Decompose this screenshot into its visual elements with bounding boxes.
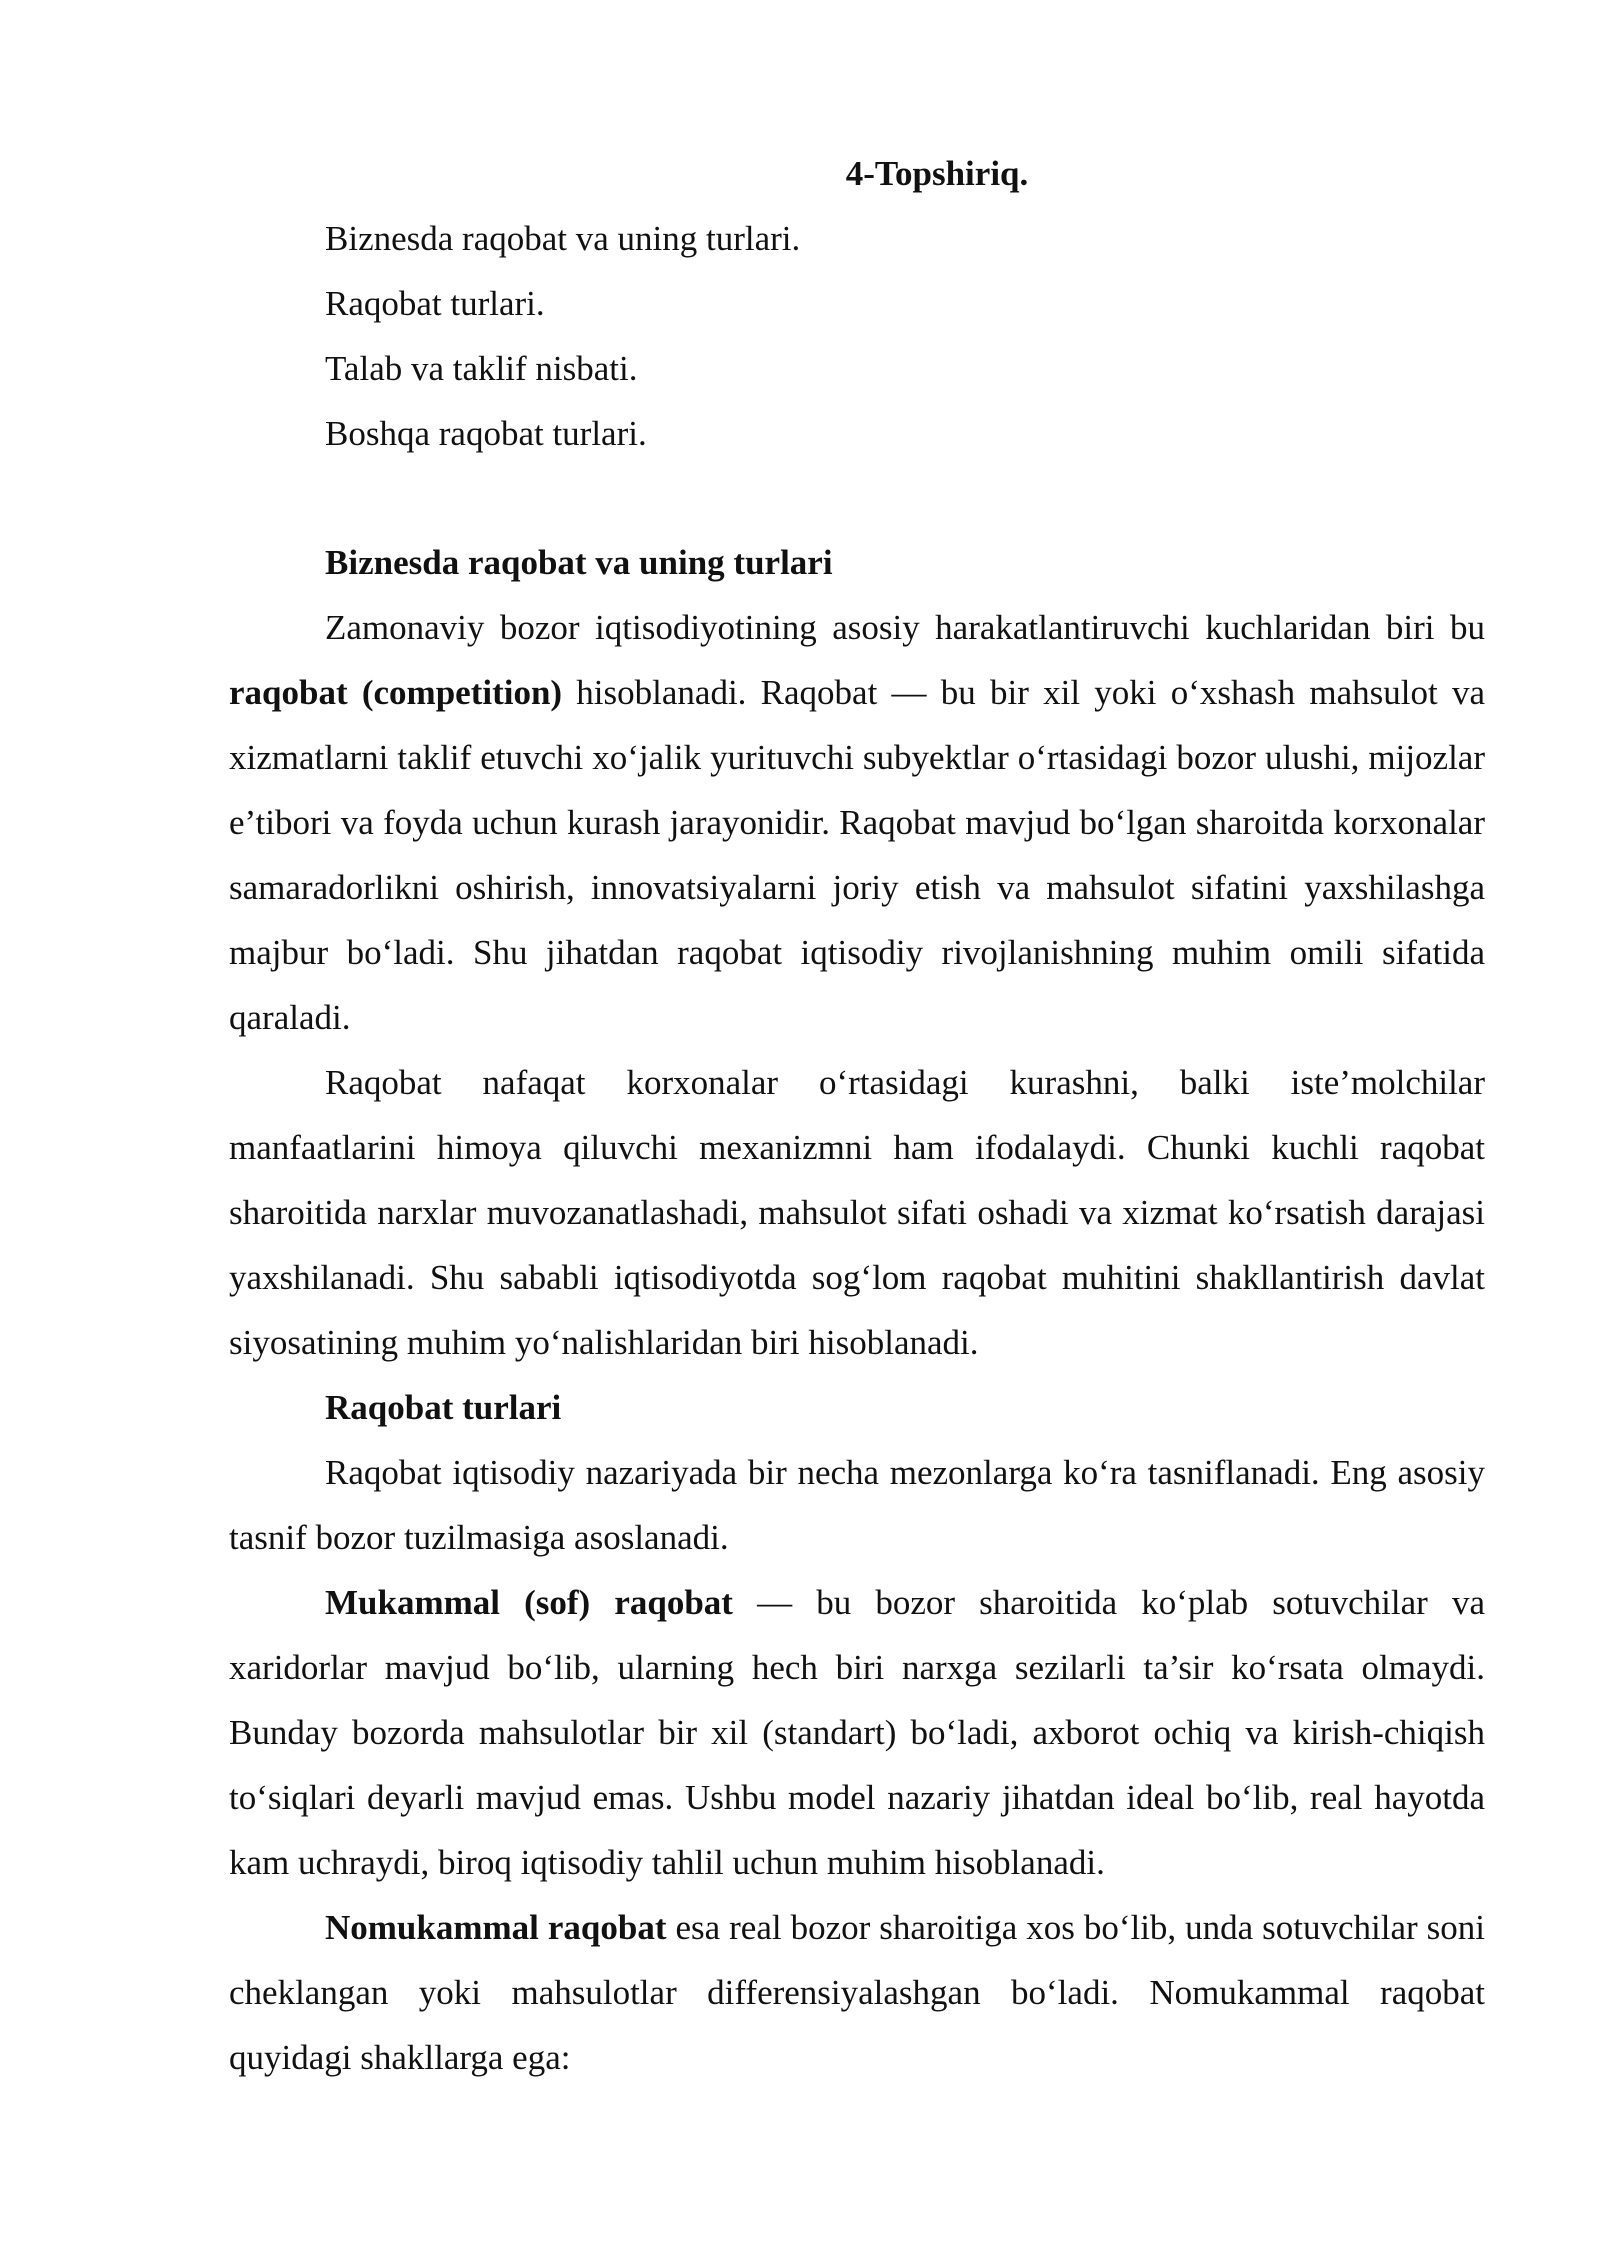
paragraph-competition-definition xyxy=(229,595,1485,1050)
paragraph-classification: Raqobat iqtisodiy nazariyada bir necha mezonlarga ko‘ra tasniflanadi. Eng asosiy tasnif bozor tuzilmasiga asoslanadi. xyxy=(229,1453,1485,1557)
topic-list xyxy=(229,206,1485,466)
paragraph-text: Zamonaviy bozor iqtisodiyotining asosiy harakatlantiruvchi kuchlaridan biri bu xyxy=(325,608,1485,647)
document-title: 4-Topshiriq. xyxy=(845,154,1029,193)
topic-item-4: Boshqa raqobat turlari. xyxy=(325,414,647,453)
topic-item-1: Biznesda raqobat va uning turlari. xyxy=(325,219,801,258)
paragraph-text: esa real bozor sharoitiga xos bo‘lib, unda sotuvchilar soni cheklangan yoki mahsulotlar differensiyalashgan bo‘ladi. Nomukammal raqobat quyidagi shakllarga ega: xyxy=(229,1908,1485,2077)
paragraph-perfect-competition xyxy=(229,1570,1485,1895)
document-body xyxy=(229,141,1485,2090)
bold-term-perfect-competition: Mukammal (sof) raqobat xyxy=(325,1583,733,1622)
section-heading-competition: Biznesda raqobat va uning turlari xyxy=(325,543,833,582)
paragraph-text: hisoblanadi. Raqobat — bu bir xil yoki o‘xshash mahsulot va xizmatlarni taklif etuvchi xo‘jalik yurituvchi subyektlar o‘rtasidagi bozor ulushi, mijozlar e’tibori va foyda uchun kurash jarayonidir. Raqobat mavjud bo‘lgan sharoitda korxonalar samaradorlikni oshirish, innovatsiyalarni joriy etish va mahsulot sifatini yaxshilashga majbur bo‘ladi. Shu jihatdan raqobat iqtisodiy rivojlanishning muhim omili sifatida qaraladi. xyxy=(229,673,1485,1037)
paragraph-consumer-protection: Raqobat nafaqat korxonalar o‘rtasidagi kurashni, balki iste’molchilar manfaatlarini himoya qiluvchi mexanizmni ham ifodalaydi. Chunki kuchli raqobat sharoitida narxlar muvozanatlashadi, mahsulot sifati oshadi va xizmat ko‘rsatish darajasi yaxshilanadi. Shu sababli iqtisodiyotda sog‘lom raqobat muhitini shakllantirish davlat siyosatining muhim yo‘nalishlaridan biri hisoblanadi. xyxy=(229,1063,1485,1362)
bold-term-imperfect-competition: Nomukammal raqobat xyxy=(325,1908,667,1947)
topic-item-3: Talab va taklif nisbati. xyxy=(325,349,638,388)
bold-term-competition: raqobat (competition) xyxy=(229,673,563,712)
paragraph-imperfect-competition xyxy=(229,1895,1485,2090)
paragraph-text: — bu bozor sharoitida ko‘plab sotuvchilar va xaridorlar mavjud bo‘lib, ularning hech biri narxga sezilarli ta’sir ko‘rsata olmaydi. Bunday bozorda mahsulotlar bir xil (standart) bo‘ladi, axborot ochiq va kirish-chiqish to‘siqlari deyarli mavjud emas. Ushbu model nazariy jihatdan ideal bo‘lib, real hayotda kam uchraydi, biroq iqtisodiy tahlil uchun muhim hisoblanadi. xyxy=(229,1583,1485,1882)
section-heading-competition-types: Raqobat turlari xyxy=(325,1388,562,1427)
section-spacer xyxy=(229,466,1485,530)
topic-item-2: Raqobat turlari. xyxy=(325,284,545,323)
